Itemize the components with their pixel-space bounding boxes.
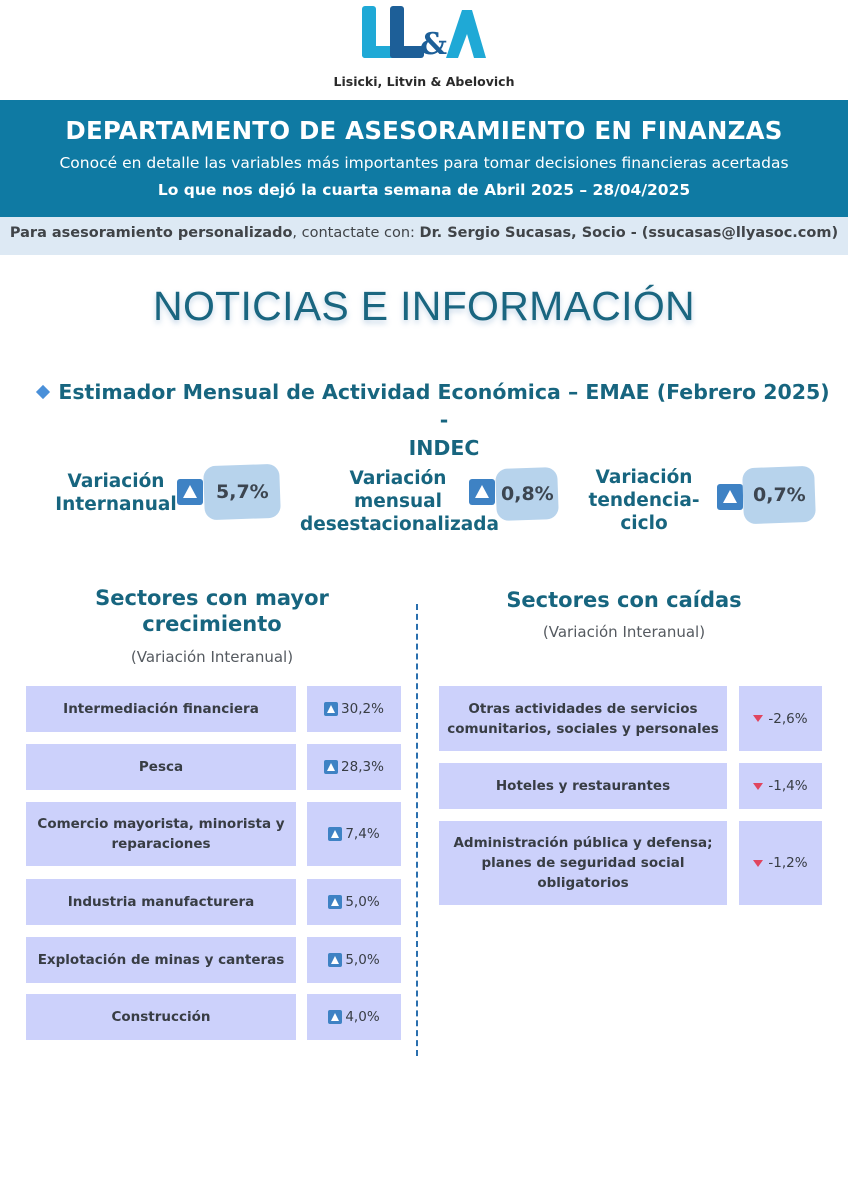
growth-row-value: 7,4% xyxy=(307,802,401,866)
growth-row-label: Construcción xyxy=(26,994,296,1040)
variation-value-mensual: 0,8% xyxy=(495,467,559,521)
page-title: NOTICIAS E INFORMACIÓN xyxy=(153,283,695,329)
decline-row-value: -1,4% xyxy=(739,763,822,809)
header-band xyxy=(0,100,848,217)
declines-title: Sectores con caídas xyxy=(506,588,742,612)
emae-heading xyxy=(34,378,834,462)
down-arrow-icon xyxy=(753,715,763,722)
up-arrow-icon xyxy=(328,827,342,841)
growth-row-label: Pesca xyxy=(26,744,296,790)
growth-row-label: Comercio mayorista, minorista y reparaciones xyxy=(26,802,296,866)
contact-person[interactable]: Dr. Sergio Sucasas, Socio - (ssucasas@llyasoc.com) xyxy=(419,225,839,241)
growth-subtitle: (Variación Interanual) xyxy=(130,648,294,666)
decline-row-label: Otras actividades de servicios comunitarios, sociales y personales xyxy=(439,686,727,751)
variation-label-tendencia: Variación tendencia- ciclo xyxy=(588,467,700,534)
contact-lead: Para asesoramiento personalizado xyxy=(9,225,293,241)
up-arrow-icon xyxy=(469,479,495,505)
up-arrow-icon xyxy=(177,479,203,505)
declines-subtitle: (Variación Interanual) xyxy=(542,623,706,641)
up-arrow-icon xyxy=(324,702,338,716)
growth-row-value: 30,2% xyxy=(307,686,401,732)
decline-row-value: -1,2% xyxy=(739,821,822,905)
variation-value-interanual: 5,7% xyxy=(203,464,281,521)
up-arrow-icon xyxy=(328,953,342,967)
department-subtitle: Conocé en detalle las variables más importantes para tomar decisiones financieras acertadas xyxy=(59,154,789,172)
variation-value-tendencia: 0,7% xyxy=(742,466,816,524)
variation-label-interanual: Variación Internanual xyxy=(55,471,177,515)
department-title: DEPARTAMENTO DE ASESORAMIENTO EN FINANZAS xyxy=(65,116,783,145)
growth-row-label: Industria manufacturera xyxy=(26,879,296,925)
up-arrow-icon xyxy=(328,1010,342,1024)
emae-line-1: Estimador Mensual de Actividad Económica – EMAE (Febrero 2025) - xyxy=(58,380,830,432)
growth-row-label: Intermediación financiera xyxy=(26,686,296,732)
week-line: Lo que nos dejó la cuarta semana de Abril 2025 – 28/04/2025 xyxy=(157,181,691,199)
up-arrow-icon xyxy=(717,484,743,510)
down-arrow-icon xyxy=(753,860,763,867)
variation-label-mensual: Variación mensual desestacionalizada xyxy=(300,468,500,535)
growth-row-value: 5,0% xyxy=(307,879,401,925)
logo xyxy=(0,0,848,100)
column-divider xyxy=(416,604,418,1056)
growth-row-value: 4,0% xyxy=(307,994,401,1040)
contact-mid: , contactate con: xyxy=(292,225,420,241)
down-arrow-icon xyxy=(753,783,763,790)
contact-bar xyxy=(0,217,848,255)
logo-mark-icon xyxy=(360,4,488,74)
decline-row-label: Administración pública y defensa; planes de seguridad social obligatorios xyxy=(439,821,727,905)
growth-title: Sectores con mayor crecimiento xyxy=(95,586,329,636)
emae-line-2: INDEC xyxy=(408,436,480,460)
growth-row-value: 28,3% xyxy=(307,744,401,790)
growth-row-label: Explotación de minas y canteras xyxy=(26,937,296,983)
up-arrow-icon xyxy=(328,895,342,909)
up-arrow-icon xyxy=(324,760,338,774)
decline-row-label: Hoteles y restaurantes xyxy=(439,763,727,809)
firm-name: Lisicki, Litvin & Abelovich xyxy=(333,74,515,89)
decline-row-value: -2,6% xyxy=(739,686,822,751)
growth-row-value: 5,0% xyxy=(307,937,401,983)
svg-text:&: & xyxy=(420,27,448,62)
